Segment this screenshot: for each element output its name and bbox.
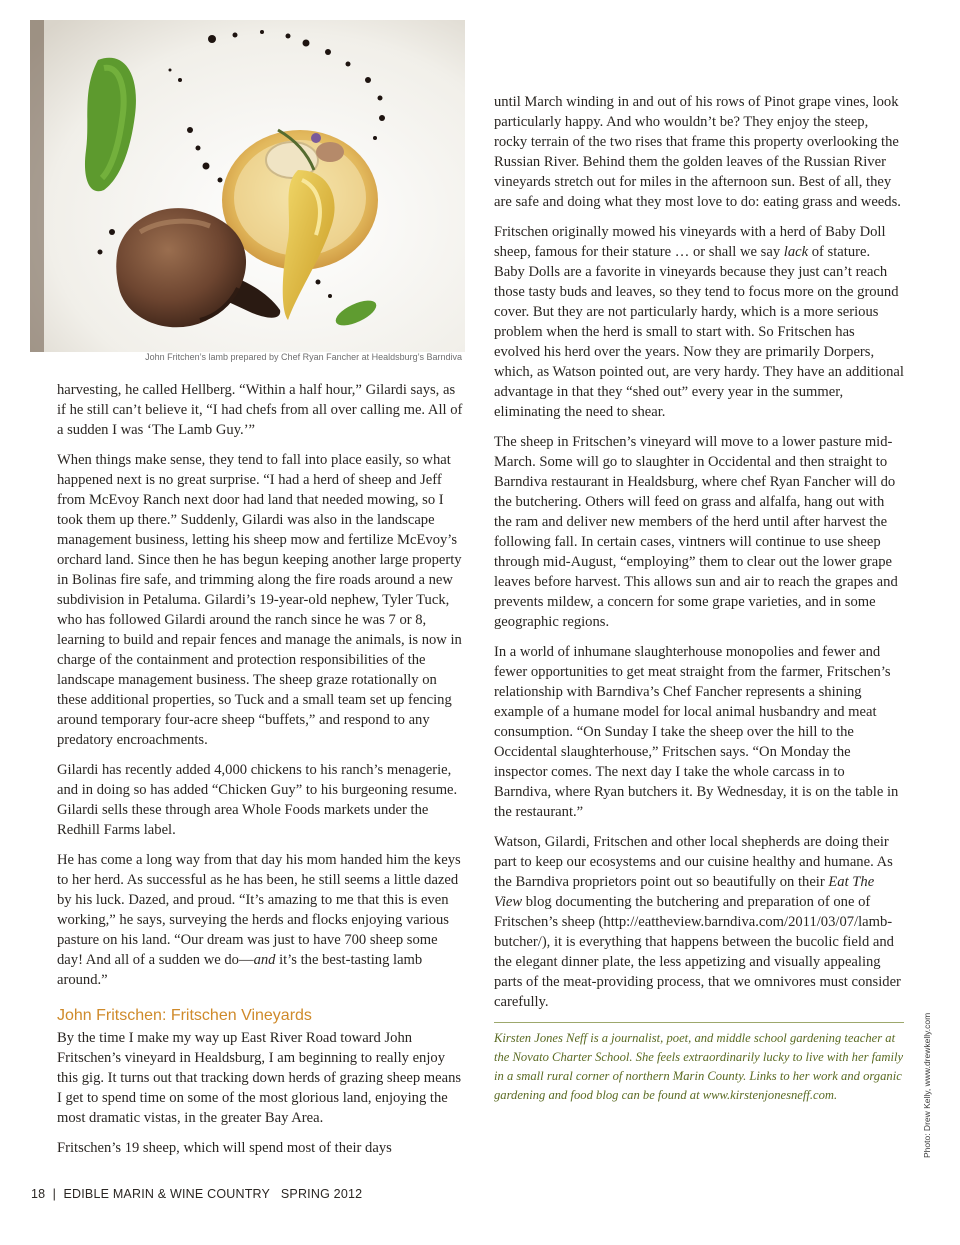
body-paragraph: When things make sense, they tend to fall into place easily, so what happened next is no great surprise. “I had a herd of sheep and Jeff from McEvoy Ranch next door had land that needed mowing, so I took them up there.” Suddenly, Gilardi was also in the landscape management business, letting his sheep mow and fertilize McEvoy’s orchard land. Since then he has begun keeping another large property in Bolinas fire safe, and trimming along the fire roads around a new subdivision in Petaluma. Gilardi’s 19-year-old nephew, Tyler Tuck, who has followed Gilardi around the ranch since he was 7 or 8, learning to build and repair fences and manage the animals, is now in charge of the containment and protection responsibilities of the landscape management business. The sheep graze rotationally on these additional properties, so Tuck and a small team set up fencing around temporary four-acre sheep “buffets,” and respond to any predatory encroachments. — [57, 452, 462, 748]
body-text: blog documenting the butchering and preparation of one of Fritschen’s sheep (http://eattheview.barndiva.com/2011/03/07/lamb-butcher/), it is everything that happens between the bucolic field and the elegant dinner plate, the less appetizing and visually appealing parts of the meat-providing process, that we omnivores must consider carefully. — [494, 894, 901, 1010]
plated-lamb-image — [30, 20, 465, 352]
body-text: of stature. Baby Dolls are a favorite in vineyards because they just can’t reach those tasty buds and leaves, so they tend to focus more on the ground cover. But they are not particularly hardy, which is a more serious problem when the herd is small to start with. So Fritschen has evolved his herd over the years. Now they are primarily Dorpers, which, as Watson pointed out, are very hardy. They have an additional advantage in that they “shed out” every year in the summer, eliminating the need to shear. — [494, 244, 904, 420]
body-paragraph: until March winding in and out of his rows of Pinot grape vines, look particularly happy. And who wouldn’t be? They enjoy the steep, rocky terrain of the two rises that frame this property overlooking the Russian River. Behind them the golden leaves of the Russian River vineyards stretch out for miles in the afternoon sun. Best of all, they are safe and doing what they most love to do: eating grass and weeds. — [494, 94, 901, 210]
body-paragraph — [494, 222, 904, 422]
left-column — [57, 380, 465, 1158]
photo-caption: John Fritchen’s lamb prepared by Chef Ryan Fancher at Healdsburg’s Barndiva — [145, 352, 462, 362]
body-paragraph: harvesting, he called Hellberg. “Within a half hour,” Gilardi says, as if he still can’t believe it, “I had chefs from all over calling me. All of a sudden I was ‘The Lamb Guy.’” — [57, 382, 463, 438]
lamb-dish-photo — [30, 20, 465, 352]
body-text: it’s the best-tasting lamb around.” — [57, 952, 423, 988]
photo-credit: Photo: Drew Kelly, www.drewkelly.com — [922, 1012, 932, 1158]
page-footer — [31, 1187, 362, 1201]
body-paragraph — [57, 850, 465, 990]
body-paragraph: Gilardi has recently added 4,000 chickens to his ranch’s menagerie, and in doing so has added “Chicken Guy” to his burgeoning resume. Gilardi sells these through area Whole Foods markets under the Redhill Farms label. — [57, 762, 458, 838]
emphasis-text: lack — [783, 244, 809, 260]
publication-name: EDIBLE MARIN & WINE COUNTRY — [63, 1187, 270, 1201]
body-paragraph: Fritschen’s 19 sheep, which will spend most of their days — [57, 1140, 392, 1156]
blog-title: Eat The View — [494, 874, 875, 910]
body-text: Fritschen originally mowed his vineyards with a herd of Baby Doll sheep, famous for their stature … or shall we say — [494, 224, 886, 260]
page-number: 18 — [31, 1187, 46, 1201]
body-paragraph: The sheep in Fritschen’s vineyard will move to a lower pasture mid-March. Some will go to slaughter in Occidental and then straight to Barndiva restaurant in Healdsburg, where chef Ryan Fancher will do the butchering. Others will feed on grass and alfalfa, hang out with the ram and deliver new members of the herd until after harvest the following fall. In certain cases, vintners will continue to use sheep through mid-August, “employing” them to clear out the lower grape leaves before harvest. This allows sun and air to reach the grapes and prevents mildew, a concern for some grape varieties, and in some geographic regions. — [494, 434, 898, 630]
emphasis-text: and — [253, 952, 276, 968]
body-paragraph — [494, 832, 904, 1012]
footer-separator: | — [52, 1187, 57, 1201]
right-column — [494, 92, 904, 1105]
body-paragraph: In a world of inhumane slaughterhouse monopolies and fewer and fewer opportunities to get meat straight from the farmer, Fritschen’s relationship with Barndiva’s Chef Fancher represents a shining example of a humane model for local animal husbandry and meat consumption. “On Sunday I take the sheep over the hill to the Occidental slaughterhouse,” Fritschen says. “On Monday the inspector comes. The next day I take the whole carcass in to Barndiva, where Ryan butchers it. By Wednesday, it is on the table in the restaurant.” — [494, 644, 899, 820]
issue-date: SPRING 2012 — [280, 1187, 363, 1201]
section-subhead: John Fritschen: Fritschen Vineyards — [57, 1007, 312, 1024]
body-text: Watson, Gilardi, Fritschen and other local shepherds are doing their part to keep our ecosystems and our cuisine healthy and humane. As the Barndiva proprietors point out so beautifully on their — [494, 834, 893, 890]
body-text: He has come a long way from that day his mom handed him the keys to her herd. As successful as he has been, he still seems a little dazed by his luck. Dazed, and proud. “It’s amazing to me that this is even working,” he says, surveying the herds and flocks enjoying various pasture on his land. “Our dream was just to have 700 sheep some day! And all of a sudden we do— — [57, 852, 461, 968]
author-bio: Kirsten Jones Neff is a journalist, poet, and middle school gardening teacher at the Novato Charter School. She feels extraordinarily lucky to live with her family in a small rural corner of northern Marin County. Links to her work and organic gardening and food blog can be found at www.kirstenjonesneff.com. — [494, 1022, 904, 1105]
body-paragraph: By the time I make my way up East River Road toward John Fritschen’s vineyard in Healdsburg, I am beginning to really enjoy this gig. It turns out that tracking down herds of grazing sheep means I get to spend time on some of the most glorious land, enjoying the most dramatic vistas, in the greater Bay Area. — [57, 1030, 462, 1126]
